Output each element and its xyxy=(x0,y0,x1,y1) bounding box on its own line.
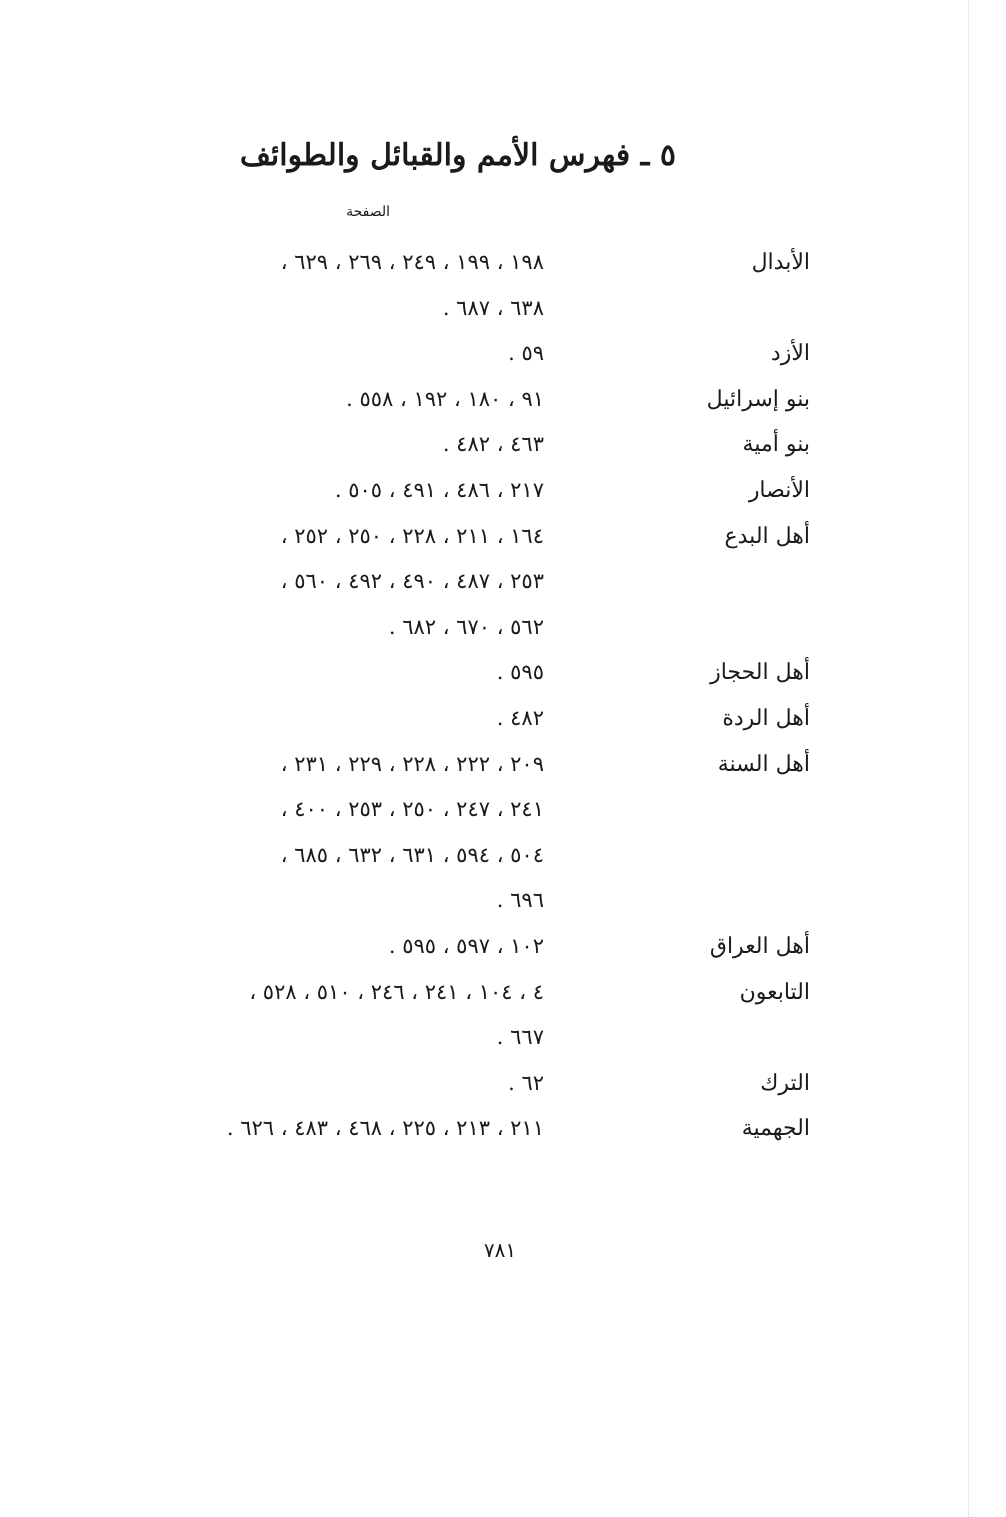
entry-term: أهل البدع xyxy=(724,524,810,549)
entry-term: أهل العراق xyxy=(709,934,810,959)
index-entry-line xyxy=(0,341,1006,381)
entry-term: بنو إسرائيل xyxy=(706,387,810,412)
entry-page-refs: ٤ ، ١٠٤ ، ٢٤١ ، ٢٤٦ ، ٥١٠ ، ٥٢٨ ، xyxy=(249,980,544,1004)
entry-term: الترك xyxy=(760,1071,810,1096)
index-entry-line xyxy=(0,660,1006,700)
index-entry-line xyxy=(0,524,1006,564)
entry-page-refs: ٤٨٢ . xyxy=(496,706,544,730)
entry-page-refs: ٩١ ، ١٨٠ ، ١٩٢ ، ٥٥٨ . xyxy=(346,387,544,411)
entry-page-refs: ٥٠٤ ، ٥٩٤ ، ٦٣١ ، ٦٣٢ ، ٦٨٥ ، xyxy=(280,843,544,867)
entry-page-refs: ٦٦٧ . xyxy=(496,1025,544,1049)
index-entry-line xyxy=(0,1071,1006,1111)
index-entry-line xyxy=(0,888,1006,928)
entry-page-refs: ٦٢ . xyxy=(508,1071,544,1095)
entry-term: الأنصار xyxy=(748,478,810,503)
index-entry-line xyxy=(0,752,1006,792)
page-number: ٧٨١ xyxy=(483,1238,517,1262)
index-entry-line xyxy=(0,387,1006,427)
entry-page-refs: ٢٠٩ ، ٢٢٢ ، ٢٢٨ ، ٢٢٩ ، ٢٣١ ، xyxy=(280,752,544,776)
index-entry-line xyxy=(0,1116,1006,1156)
entry-term: أهل الحجاز xyxy=(710,660,810,685)
page-column-label: الصفحة xyxy=(346,204,390,220)
scan-edge-line xyxy=(968,0,970,1517)
entry-term: الجهمية xyxy=(741,1116,810,1141)
entry-term: الأزد xyxy=(770,341,810,366)
entry-term: أهل الردة xyxy=(722,706,810,731)
entry-page-refs: ٢١١ ، ٢١٣ ، ٢٢٥ ، ٤٦٨ ، ٤٨٣ ، ٦٢٦ . xyxy=(226,1116,544,1140)
index-entry-line xyxy=(0,250,1006,290)
index-entry-line xyxy=(0,843,1006,883)
entry-page-refs: ٦٩٦ . xyxy=(496,888,544,912)
entry-page-refs: ٥٩ . xyxy=(508,341,544,365)
entry-page-refs: ٥٦٢ ، ٦٧٠ ، ٦٨٢ . xyxy=(388,615,544,639)
entry-term: بنو أمية xyxy=(742,432,810,457)
index-entry-line xyxy=(0,569,1006,609)
index-entry-line xyxy=(0,296,1006,336)
entry-page-refs: ٦٣٨ ، ٦٨٧ . xyxy=(442,296,544,320)
entry-page-refs: ٤٦٣ ، ٤٨٢ . xyxy=(442,432,544,456)
entry-term: أهل السنة xyxy=(717,752,810,777)
index-entry-line xyxy=(0,706,1006,746)
entry-page-refs: ٥٩٥ . xyxy=(496,660,544,684)
page-title: ٥ ـ فهرس الأمم والقبائل والطوائف xyxy=(239,138,676,173)
entry-page-refs: ٢٥٣ ، ٤٨٧ ، ٤٩٠ ، ٤٩٢ ، ٥٦٠ ، xyxy=(280,569,544,593)
entry-page-refs: ١٩٨ ، ١٩٩ ، ٢٤٩ ، ٢٦٩ ، ٦٢٩ ، xyxy=(280,250,544,274)
entry-page-refs: ١٦٤ ، ٢١١ ، ٢٢٨ ، ٢٥٠ ، ٢٥٢ ، xyxy=(280,524,544,548)
index-entry-line xyxy=(0,980,1006,1020)
index-entry-line xyxy=(0,615,1006,655)
entry-term: التابعون xyxy=(739,980,810,1005)
index-entry-line xyxy=(0,1025,1006,1065)
index-entry-line xyxy=(0,934,1006,974)
entry-page-refs: ٢٤١ ، ٢٤٧ ، ٢٥٠ ، ٢٥٣ ، ٤٠٠ ، xyxy=(280,797,544,821)
entry-page-refs: ٢١٧ ، ٤٨٦ ، ٤٩١ ، ٥٠٥ . xyxy=(334,478,544,502)
entry-term: الأبدال xyxy=(751,250,810,275)
entry-page-refs: ١٠٢ ، ٥٩٧ ، ٥٩٥ . xyxy=(388,934,544,958)
index-entry-line xyxy=(0,797,1006,837)
index-entry-line xyxy=(0,432,1006,472)
index-entry-line xyxy=(0,478,1006,518)
